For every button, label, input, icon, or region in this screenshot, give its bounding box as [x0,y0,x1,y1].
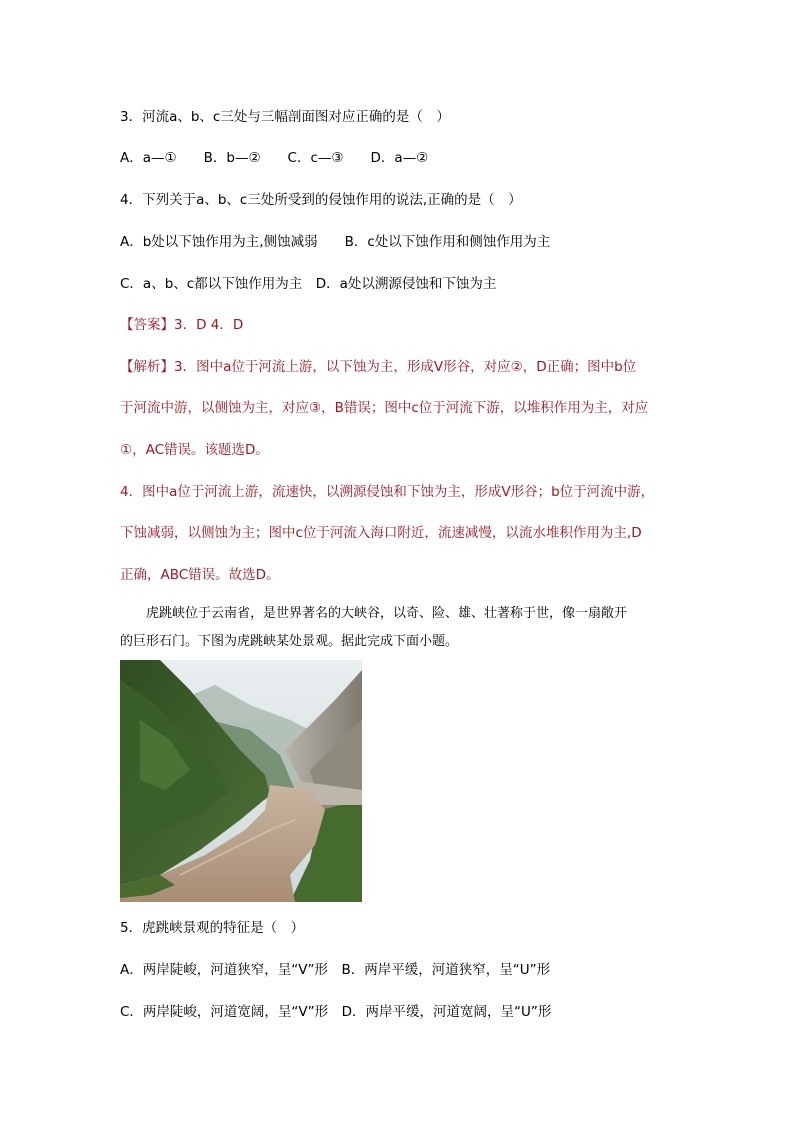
q4-options-ab: A．b处以下蚀作用为主,侧蚀减弱 B．c处以下蚀作用和侧蚀作用为主 [120,234,551,250]
analysis-4-line2: 下蚀减弱，以侧蚀为主；图中c位于河流入海口附近，流速减慢，以流水堆积作用为主,D [120,525,642,541]
passage-line2: 的巨形石门。下图为虎跳峡某处景观。据此完成下面小题。 [120,634,459,649]
q5-options-cd: C．两岸陡峻，河道宽阔，呈“V”形 D．两岸平缓，河道宽阔，呈“U”形 [120,1004,552,1020]
q5-stem: 5．虎跳峡景观的特征是（ ） [120,920,305,936]
q3-options: A．a—① B．b—② C．c—③ D．a—② [120,150,429,166]
analysis-3-line2: 于河流中游，以侧蚀为主，对应③，B错误；图中c位于河流下游，以堆积作用为主，对应 [120,400,649,416]
q4-options-cd: C．a、b、c都以下蚀作用为主 D．a处以溯源侵蚀和下蚀为主 [120,276,497,292]
analysis-3-line3: ①，AC错误。该题选D。 [120,442,269,458]
answer-line: 【答案】3．D 4．D [120,317,244,333]
analysis-3-line1: 【解析】3．图中a位于河流上游，以下蚀为主，形成V形谷，对应②，D正确；图中b位 [120,359,637,375]
q3-stem: 3．河流a、b、c三处与三幅剖面图对应正确的是（ ） [120,109,450,125]
passage-line1: 虎跳峡位于云南省，是世界著名的大峡谷，以奇、险、雄、壮著称于世，像一扇敞开 [120,606,628,621]
q5-options-ab: A．两岸陡峻，河道狭窄，呈“V”形 B．两岸平缓，河道狭窄，呈“U”形 [120,962,551,978]
q4-stem: 4．下列关于a、b、c三处所受到的侵蚀作用的说法,正确的是（ ） [120,192,522,208]
analysis-4-line3: 正确，ABC错误。故选D。 [120,567,280,583]
analysis-4-line1: 4．图中a位于河流上游，流速快，以溯源侵蚀和下蚀为主，形成V形谷；b位于河流中游， [120,484,655,500]
tiger-leaping-gorge-photo [120,660,362,902]
